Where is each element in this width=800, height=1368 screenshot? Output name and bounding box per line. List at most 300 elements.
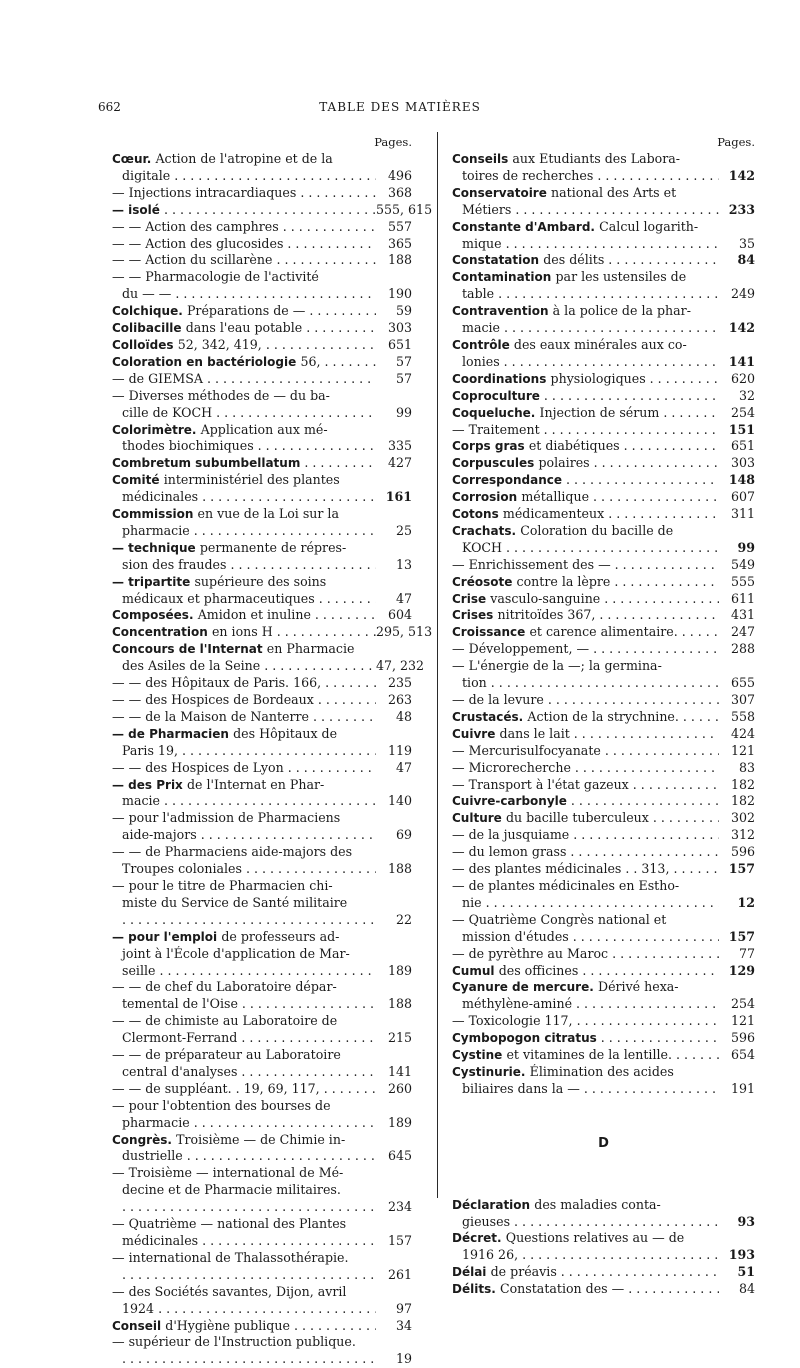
page-reference: 596 [730,844,755,860]
entry-text: Délits. Constatation des — . . . [452,1281,719,1298]
entry-text: national des Arts et [551,184,677,200]
entry-keyword: Cystine [452,1048,507,1063]
index-entry [452,303,755,337]
index-entry [452,946,755,963]
index-entry [112,692,412,709]
entry-line [452,422,755,439]
entry-line [452,912,755,929]
entry-line [112,1334,412,1351]
entry-text: — — de chimiste au Laboratoire de [112,1013,338,1029]
entry-text: — L'énergie de la —; la germina- [452,658,662,674]
page-reference: 263 [387,692,412,707]
entry-text: — pour l'obtention des bourses de [112,1097,331,1113]
entry-text: Clermont-Ferrand . . . [122,1030,376,1047]
entry-line [452,861,755,878]
entry-line [112,743,412,760]
entry-text: — — Pharmacologie de l'activité [112,269,319,285]
entry-line [112,1284,412,1301]
index-entry [452,422,755,439]
page-reference: 119 [387,742,412,758]
entry-line [452,996,755,1013]
page-reference: 312 [730,827,755,843]
entry-line [452,303,755,320]
entry-text: miste du Service de Santé militaire [122,894,348,910]
entry-line [112,878,412,895]
entry-text: Métiers . . . [462,202,719,219]
page-reference: 157 [387,1233,412,1248]
entry-keyword: Crise [452,591,491,606]
entry-text: — — de préparateur au Laboratoire [112,1047,341,1063]
entry-line [112,963,412,980]
entry-keyword: Colorimètre. [112,422,201,437]
entry-line [452,963,755,980]
entry-keyword: Constatation [452,253,544,268]
page-reference: 121 [730,1013,755,1029]
running-title: TABLE DES MATIÈRES [319,100,481,114]
entry-text: — Toxicologie 117, . . . [452,1013,719,1030]
index-entry [452,219,755,253]
page-reference: 48 [395,708,412,724]
entry-text: pharmacie . . . [122,1115,376,1132]
entry-line [452,151,755,168]
entry-text: — de la levure . . . [452,692,719,709]
index-entry [452,1281,755,1298]
page-reference: 555 [730,573,755,589]
entry-text: — des Sociétés savantes, Dijon, avril [112,1283,347,1299]
entry-text: Paris 19, . . . [122,743,376,760]
entry-text: — Quatrième Congrès national et [452,911,667,927]
entry-text: — — Action des camphres . . . [112,219,376,236]
index-entry [112,1132,412,1166]
entry-keyword: Crustacés. [452,709,528,724]
entry-keyword: Délits. [452,1282,500,1297]
page-reference: 189 [387,1114,412,1130]
entry-text: — — Action du scillarène . . . [112,252,376,269]
page-reference: 651 [387,336,412,352]
entry-text: Corps gras et diabétiques . . . [452,438,719,455]
entry-line [452,388,755,405]
page-reference: 596 [730,1030,755,1046]
entry-keyword: Commission [112,507,198,522]
entry-text: — Quatrième — national des Plantes [112,1216,347,1232]
page-reference: 193 [728,1247,755,1263]
entry-keyword: Corpuscules [452,456,539,471]
entry-keyword: Cuivre-carbonyle [452,794,567,809]
page-reference: 302 [730,810,755,826]
entry-text [112,202,376,219]
page-reference: 604 [387,607,412,623]
entry-keyword: Concours de l'Internat [112,642,267,657]
entry-line [112,506,412,523]
entry-text: — de GIEMSA . . . [112,371,376,388]
entry-keyword: Corps gras [452,439,529,454]
entry-text: des Asiles de la Seine . . . [122,658,376,675]
entry-text: — — des Hôpitaux de Paris. 166, . . . [112,675,376,692]
entry-keyword: Contrôle [452,337,514,352]
entry-keyword: Constante d'Ambard. [452,219,600,234]
entry-text: cille de KOCH . . . [122,405,376,422]
entry-line [452,1247,755,1264]
page-reference: 121 [730,742,755,758]
index-entry [452,438,755,455]
entry-text: Constatation des délits . . . [452,252,719,269]
entry-text: en Pharmacie [266,641,355,657]
index-entry [112,354,412,371]
entry-line [112,760,412,777]
entry-line [112,996,412,1013]
entry-text: macie . . . [122,793,376,810]
page-reference: 260 [387,1080,412,1096]
index-entry [112,303,412,320]
entry-line [112,793,412,810]
entry-text: par les ustensiles de [555,269,687,285]
entry-line [112,709,412,726]
page-reference: 84 [738,1281,755,1297]
entry-line [452,709,755,726]
entry-text: — de la jusquiame . . . [452,827,719,844]
page-reference: 13 [395,556,412,572]
page-reference: 189 [387,962,412,978]
entry-keyword: Cymbopogon citratus [452,1031,597,1046]
entry-text [122,912,376,929]
entry-line [112,1098,412,1115]
entry-keyword: Cumul [452,963,499,978]
index-entry [452,861,755,878]
index-entry [112,455,412,472]
entry-line [112,1064,412,1081]
index-entry [112,236,412,253]
entry-keyword: Contamination [452,270,556,285]
entry-text: — pour le titre de Pharmacien chi- [112,877,333,893]
entry-text: Questions relatives au — de [505,1230,685,1246]
entry-line [452,1030,755,1047]
page-reference: 549 [730,556,755,572]
entry-text: Coloration du bacille de [520,522,674,538]
entry-line [452,405,755,422]
index-entry [452,607,755,624]
entry-line [452,878,755,895]
entry-line [452,286,755,303]
entry-keyword: Crachats. [452,523,521,538]
entry-line [112,946,412,963]
index-entry [452,692,755,709]
entry-line [112,303,412,320]
entry-text: aide-majors . . . [122,827,376,844]
entry-text: — international de Thalassothérapie. [112,1249,349,1265]
pages-label-right: Pages. [717,135,755,149]
entry-line [112,1301,412,1318]
entry-keyword: Correspondance [452,473,563,488]
entry-text: Colibacille dans l'eau potable . . . [112,320,376,337]
entry-keyword: Cotons [452,507,503,522]
entry-line [112,895,412,912]
entry-text: méthylène-aminé . . . [462,996,719,1013]
entry-line [112,658,425,675]
page-reference: 335 [387,438,412,454]
entry-line [112,371,412,388]
entry-line [452,1197,755,1214]
index-entry [452,1064,755,1098]
index-entry [452,979,755,1013]
entry-keyword: — de Pharmacien [112,726,234,741]
entry-keyword: Croissance [452,625,530,640]
entry-keyword: Coqueluche. [452,405,540,420]
entry-text: Composées. Amidon et inuline . . . [112,607,376,624]
entry-keyword: Contravention [452,304,553,319]
index-entry [112,1047,412,1081]
entry-text: tion . . . [462,675,719,692]
entry-keyword: — pour l'emploi [112,929,222,944]
left-column [112,134,433,1368]
page-reference: 142 [728,320,755,336]
entry-text: Cuivre dans le lait . . . [452,726,719,743]
entry-line [452,946,755,963]
entry-text: Coloration en bactériologie 56, . . . [112,354,376,371]
index-entry [112,624,433,641]
section-d-entries [452,1197,755,1298]
entry-text: macie . . . [462,320,719,337]
entry-line [112,1199,412,1216]
page-reference: 182 [730,776,755,792]
page-reference: 57 [395,370,412,386]
index-entry [112,422,412,456]
entry-text: 1924 . . . [122,1301,376,1318]
entry-text: decine et de Pharmacie militaires. [122,1182,341,1198]
entry-line [452,760,755,777]
page-reference: 157 [728,928,755,944]
entry-text: Troupes coloniales . . . [122,861,376,878]
page-reference: 303 [387,320,412,336]
index-entry [112,540,412,574]
entry-text [452,793,719,810]
entry-text: Crise vasculo-sanguine . . . [452,591,719,608]
page-reference: 558 [730,708,755,724]
entry-text: à la police de la phar- [552,303,691,319]
entry-keyword: — technique [112,540,200,555]
entry-line [452,1081,755,1098]
entry-text: — — des Hospices de Lyon . . . [112,760,376,777]
entry-text: de professeurs ad- [221,928,340,944]
index-entry [112,201,433,219]
entry-line [452,337,755,354]
entry-keyword: Déclaration [452,1197,535,1212]
page-reference: 654 [730,1047,755,1063]
index-entry [452,455,755,472]
entry-text: — — de chef du Laboratoire dépar- [112,979,337,995]
index-entry [452,1047,755,1064]
page-reference: 190 [387,286,412,302]
entry-line [112,320,412,337]
index-entry [112,607,412,624]
entry-line [112,354,412,371]
entry-text: gieuses . . . [462,1214,719,1231]
page-reference: 651 [730,438,755,454]
entry-text: — — de la Maison de Nanterre . . . [112,709,376,726]
index-entry [452,1197,755,1231]
entry-text: supérieure des soins [194,573,327,589]
index-entry [452,709,755,726]
entry-text: Cumul des officines . . . [452,963,719,980]
entry-line [112,810,412,827]
page-reference: 47 [395,590,412,606]
index-entry [112,675,412,692]
entry-line [452,557,755,574]
page-number: 662 [98,100,121,114]
page-reference: 59 [395,303,412,319]
entry-text: Calcul logarith- [599,218,699,234]
entry-keyword: Combretum subumbellatum [112,456,301,471]
page-reference: 77 [738,945,755,961]
index-entry [112,252,412,269]
entry-line [112,574,412,591]
entry-keyword: Conseil [112,1318,166,1333]
entry-line [112,1267,412,1284]
entry-text: de l'Internat en Phar- [186,776,325,792]
index-entry [112,320,412,337]
index-entry [452,388,755,405]
index-entry [452,844,755,861]
index-entry [452,827,755,844]
entry-line [452,506,755,523]
index-entry [452,1230,755,1264]
entry-text [452,1030,719,1047]
entry-line [112,557,412,574]
entry-line [452,810,755,827]
entry-keyword: Créosote [452,574,517,589]
entry-text: — Traitement . . . [452,422,719,439]
page-reference: 645 [387,1148,412,1164]
entry-line [112,912,412,929]
entry-text: — Diverses méthodes de — du ba- [112,387,330,403]
entry-text: — Microrecherche . . . [452,760,719,777]
index-entry [452,489,755,506]
index-entry [112,1250,412,1284]
index-entry [112,810,412,844]
page-reference: 620 [730,370,755,386]
page-reference: 51 [737,1264,755,1280]
entry-line [452,540,755,557]
entry-text: 1916 26, . . . [462,1247,719,1264]
entry-line [112,607,412,624]
page-reference: 611 [730,590,755,606]
page-reference: 129 [728,962,755,978]
entry-line [452,777,755,794]
entry-line [112,929,412,946]
index-entry [452,151,755,185]
entry-text: Concentration en ions H . . . [112,624,376,641]
entry-line [452,844,755,861]
section-letter-d: D [598,1135,609,1151]
entry-line [452,438,755,455]
entry-line [112,337,412,354]
entry-text: — Injections intracardiaques . . . [112,185,376,202]
entry-text: central d'analyses . . . [122,1064,376,1081]
entry-text: — Troisième — international de Mé- [112,1165,344,1181]
index-entry [112,1013,412,1047]
index-entry [452,506,755,523]
entry-line [452,236,755,253]
entry-keyword: Cuivre [452,726,500,741]
entry-line [112,624,433,641]
entry-line [452,726,755,743]
entry-text: — Développement, — . . . [452,641,719,658]
entry-text: lonies . . . [462,354,719,371]
entry-line [112,1132,412,1149]
entry-line [452,979,755,996]
index-entry [112,1081,412,1098]
index-entry [452,185,755,219]
entry-line [452,675,755,692]
page-header [0,100,800,120]
entry-line [112,591,412,608]
page-reference: 288 [730,641,755,657]
entry-text: nie . . . [462,895,719,912]
entry-line [112,201,433,219]
index-entry [112,760,412,777]
entry-line [452,591,755,608]
index-entry [112,185,412,202]
index-entry [112,371,412,388]
entry-text: — Enrichissement des — . . . [452,557,719,574]
index-entry [452,624,755,641]
page-reference: 32 [738,387,755,403]
entry-text [112,455,376,472]
entry-line [112,844,412,861]
index-entry [112,269,412,303]
entry-text: thodes biochimiques . . . [122,438,376,455]
entry-line [112,286,412,303]
entry-line [112,236,412,253]
entry-line [452,1264,755,1281]
page-reference: 34 [395,1317,412,1333]
entry-text: des eaux minérales aux co- [513,336,687,352]
index-entry [452,574,755,591]
pages-label-left: Pages. [374,135,412,149]
entry-line [452,168,755,185]
entry-text: Colchique. Préparations de — . . . [112,303,376,320]
page-reference: 188 [387,252,412,268]
index-entry [452,1030,755,1047]
entry-keyword: Colchique. [112,304,187,319]
index-entry [452,523,755,557]
entry-text [122,1199,376,1216]
page-reference: 496 [387,167,412,183]
index-entry [112,979,412,1013]
page-reference: 368 [387,184,412,200]
entry-text: permanente de répres- [199,539,347,555]
entry-keyword: Culture [452,811,506,826]
entry-text: médicaux et pharmaceutiques . . . [122,591,376,608]
entry-text: Délai de préavis . . . [452,1264,719,1281]
entry-line [452,929,755,946]
page-reference: 97 [395,1300,412,1316]
entry-line [112,692,412,709]
entry-line [112,1182,412,1199]
entry-keyword: Coproculture [452,388,540,403]
entry-text: des Hôpitaux de [233,725,338,741]
entry-line [112,1148,412,1165]
entry-keyword: Cystinurie. [452,1064,530,1079]
entry-keyword: Conservatoire [452,185,552,200]
entry-line [452,692,755,709]
entry-text: Action de l'atropine et de la [155,151,333,166]
entry-line [112,1115,412,1132]
page-reference: 295, 513 [376,624,433,640]
entry-keyword: Corrosion [452,490,522,505]
index-entry [112,709,412,726]
entry-line [452,624,755,641]
entry-line [112,185,412,202]
